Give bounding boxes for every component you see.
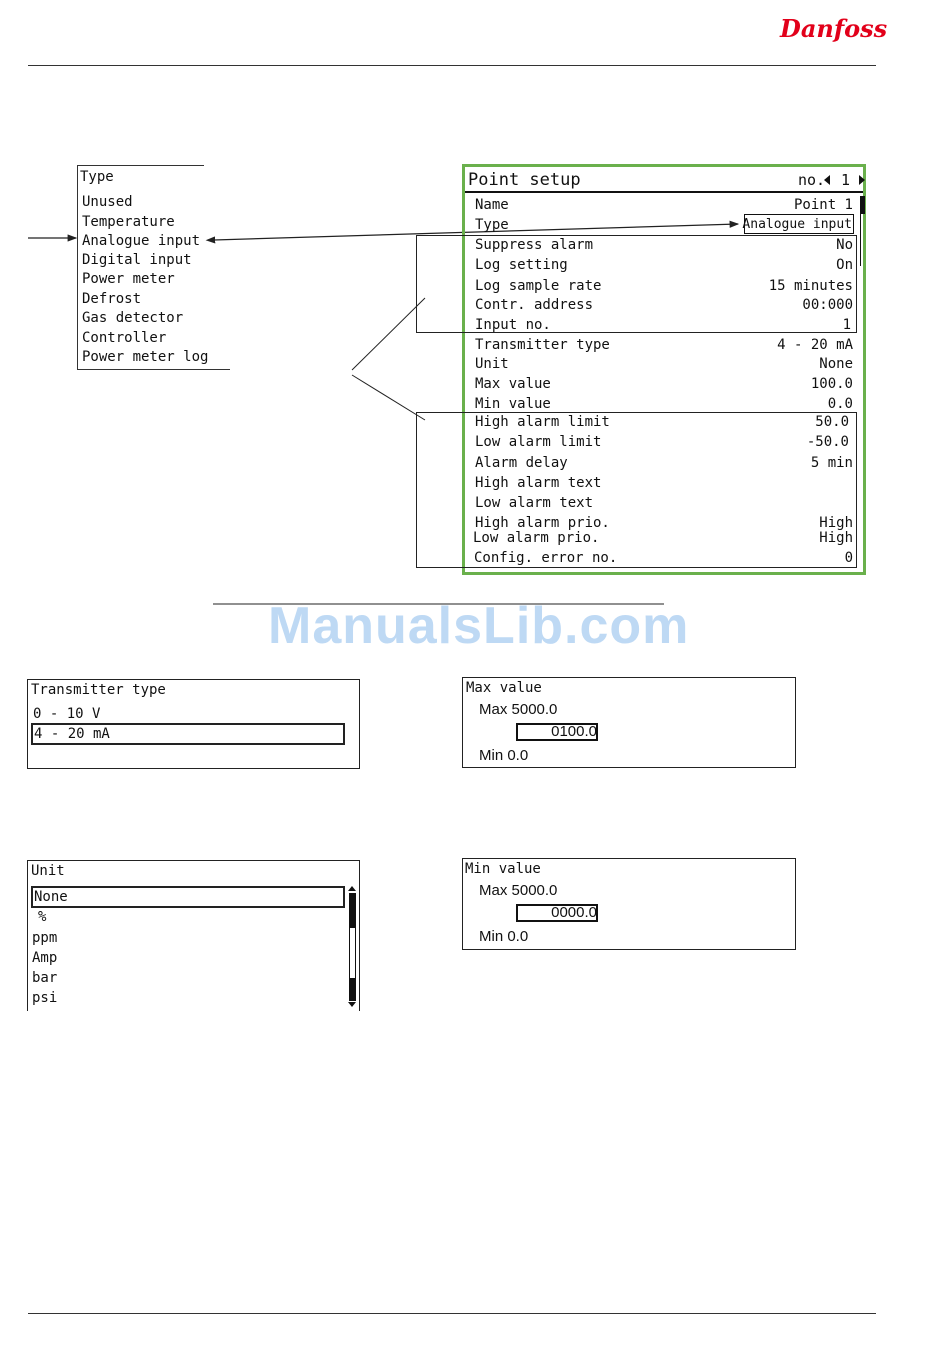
row-value: 0 — [844, 550, 853, 566]
row-value: 1 — [842, 317, 851, 333]
row-value: 5 min — [810, 455, 853, 471]
unit-option-ppm[interactable]: ppm — [32, 930, 58, 946]
row-low-alarm-prio[interactable] — [473, 528, 855, 548]
unit-option-none[interactable]: None — [34, 889, 68, 905]
row-label: Low alarm prio. — [473, 530, 600, 546]
row-label: Type — [475, 217, 509, 233]
max-value-input[interactable]: 0100.0 — [551, 723, 597, 740]
min-value-min-label: Min 0.0 — [479, 928, 529, 945]
min-value-max-label: Max 5000.0 — [479, 882, 558, 899]
transmitter-type-title: Transmitter type — [31, 682, 166, 698]
next-point-icon[interactable] — [859, 175, 865, 185]
row-label: Config. error no. — [474, 550, 618, 566]
max-value-max-label: Max 5000.0 — [479, 701, 558, 718]
row-value: Analogue input — [742, 217, 852, 232]
row-value: 0.0 — [827, 396, 853, 412]
row-type[interactable] — [475, 215, 855, 235]
row-name[interactable] — [475, 195, 855, 215]
watermark: ManualsLib.com — [268, 597, 690, 655]
row-label: Max value — [475, 376, 551, 392]
row-label: Min value — [475, 396, 551, 412]
row-contr-address[interactable] — [475, 295, 855, 315]
row-max-value[interactable] — [475, 374, 855, 394]
row-value: -50.0 — [806, 434, 849, 450]
transmitter-type-panel — [27, 679, 360, 769]
type-option-gas-detector[interactable]: Gas detector — [82, 310, 184, 326]
type-option-temperature[interactable]: Temperature — [82, 214, 175, 230]
transmitter-option-4-20ma[interactable]: 4 - 20 mA — [34, 726, 110, 742]
max-value-min-label: Min 0.0 — [479, 747, 529, 764]
unit-selected-highlight[interactable] — [31, 886, 345, 908]
row-label: Low alarm text — [475, 495, 594, 511]
row-low-alarm-text[interactable] — [475, 493, 855, 513]
row-value: High — [819, 530, 853, 546]
type-option-controller[interactable]: Controller — [82, 330, 167, 346]
type-option-defrost[interactable]: Defrost — [82, 291, 142, 307]
row-unit[interactable] — [475, 354, 855, 374]
unit-scrollbar-thumb[interactable] — [349, 893, 356, 927]
unit-title: Unit — [31, 863, 65, 879]
row-label: Name — [475, 197, 509, 213]
type-option-unused[interactable]: Unused — [82, 194, 133, 210]
row-log-setting[interactable] — [475, 255, 855, 275]
unit-option-bar[interactable]: bar — [32, 970, 58, 986]
row-value: 00:000 — [802, 297, 853, 313]
row-high-alarm-limit[interactable] — [475, 412, 855, 432]
scroll-down-icon[interactable] — [348, 1002, 356, 1007]
point-setup-title-rule — [465, 191, 863, 193]
row-label: Transmitter type — [475, 337, 610, 353]
row-label: Input no. — [475, 317, 551, 333]
row-value: Point 1 — [793, 197, 853, 213]
row-label: High alarm prio. — [475, 515, 610, 531]
scrollbar-thumb[interactable] — [860, 196, 865, 214]
row-value: On — [836, 257, 853, 273]
row-label: Alarm delay — [475, 455, 568, 471]
point-no-label: no. — [798, 171, 826, 189]
row-high-alarm-text[interactable] — [475, 473, 855, 493]
point-setup-title: Point setup — [468, 170, 581, 190]
scroll-up-icon[interactable] — [348, 886, 356, 891]
row-log-sample-rate[interactable] — [475, 276, 855, 296]
unit-option-percent[interactable]: % — [38, 909, 47, 925]
type-option-power-meter-log[interactable]: Power meter log — [82, 349, 209, 365]
prev-point-icon[interactable] — [824, 175, 830, 185]
row-value: None — [819, 356, 853, 372]
unit-panel — [27, 860, 360, 1011]
type-option-power-meter[interactable]: Power meter — [82, 271, 175, 287]
row-min-value[interactable] — [475, 394, 855, 414]
unit-scrollbar-lower[interactable] — [349, 979, 356, 1001]
row-value: High — [819, 515, 853, 531]
type-menu-title: Type — [80, 169, 114, 185]
row-suppress-alarm[interactable] — [475, 235, 855, 255]
row-value: 50.0 — [815, 414, 849, 430]
footer-rule — [28, 1313, 876, 1314]
unit-scrollbar-track[interactable] — [349, 927, 356, 979]
danfoss-logo: Danfoss — [780, 14, 888, 43]
row-label: Log setting — [475, 257, 568, 273]
type-option-analogue-input[interactable]: Analogue input — [82, 233, 201, 249]
max-value-title: Max value — [466, 680, 542, 696]
row-label: High alarm text — [475, 475, 602, 491]
row-value: 100.0 — [810, 376, 853, 392]
row-value: 4 - 20 mA — [777, 337, 853, 353]
row-low-alarm-limit[interactable] — [475, 432, 855, 452]
row-label: Unit — [475, 356, 509, 372]
row-label: Suppress alarm — [475, 237, 594, 253]
row-config-error-no[interactable] — [474, 548, 855, 568]
row-label: Contr. address — [475, 297, 594, 313]
transmitter-option-0-10v[interactable]: 0 - 10 V — [33, 706, 101, 722]
row-value: 15 minutes — [768, 278, 853, 294]
unit-option-amp[interactable]: Amp — [32, 950, 58, 966]
scrollbar-track[interactable] — [860, 214, 865, 266]
row-label: Log sample rate — [475, 278, 602, 294]
row-label: Low alarm limit — [475, 434, 602, 450]
unit-option-psi[interactable]: psi — [32, 990, 58, 1006]
type-option-digital-input[interactable]: Digital input — [82, 252, 192, 268]
min-value-panel — [462, 858, 796, 950]
row-input-no[interactable] — [475, 315, 855, 335]
row-alarm-delay[interactable] — [475, 453, 855, 473]
min-value-title: Min value — [465, 861, 541, 877]
point-no-value: 1 — [841, 171, 851, 189]
max-value-panel — [462, 677, 796, 768]
row-transmitter-type[interactable] — [475, 335, 855, 355]
min-value-input[interactable]: 0000.0 — [551, 904, 597, 921]
row-value: No — [836, 237, 853, 253]
row-label: High alarm limit — [475, 414, 610, 430]
